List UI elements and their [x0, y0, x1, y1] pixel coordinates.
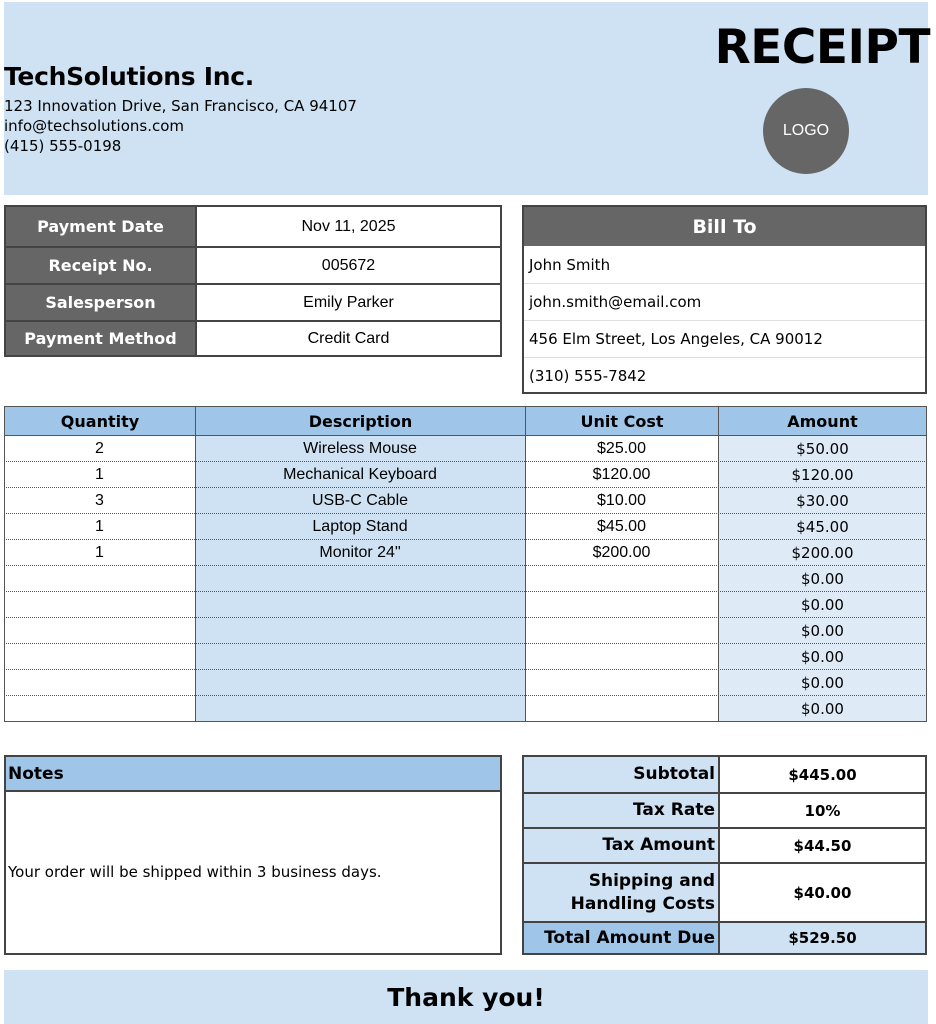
item-description[interactable]: Laptop Stand: [312, 518, 408, 535]
item-amount[interactable]: $120.00: [791, 466, 854, 484]
divider: [195, 406, 196, 721]
bill-to-phone[interactable]: (310) 555-7842: [524, 357, 925, 394]
item-quantity[interactable]: [4, 592, 195, 618]
item-unit-cost[interactable]: [525, 670, 718, 696]
company-phone: (415) 555-0198: [4, 137, 122, 155]
salesperson-label: Salesperson: [6, 285, 195, 320]
payment-method-value[interactable]: Credit Card: [195, 322, 500, 355]
info-row-payment-method: [6, 322, 500, 355]
notes-section: [4, 755, 502, 955]
bill-to-section: [522, 205, 927, 394]
item-quantity[interactable]: 1: [95, 544, 104, 561]
item-amount[interactable]: $0.00: [801, 596, 844, 614]
bill-to-address[interactable]: 456 Elm Street, Los Angeles, CA 90012: [524, 320, 925, 357]
shipping-label: [524, 864, 718, 921]
payment-method-label: Payment Method: [6, 322, 195, 355]
shipping-value[interactable]: $40.00: [718, 864, 925, 921]
divider: [718, 406, 719, 721]
item-quantity[interactable]: 1: [95, 518, 104, 535]
item-quantity[interactable]: [4, 670, 195, 696]
item-amount[interactable]: $50.00: [796, 440, 849, 458]
tax-rate-value[interactable]: 10%: [718, 794, 925, 827]
bill-to-email[interactable]: john.smith@email.com: [524, 283, 925, 320]
totals-section: [522, 755, 927, 955]
payment-date-value[interactable]: Nov 11, 2025: [195, 207, 500, 246]
info-row-payment-date: [6, 207, 500, 246]
tax-rate-label: Tax Rate: [524, 794, 718, 827]
unit-cost-header: Unit Cost: [525, 406, 719, 436]
logo: LOGO: [763, 88, 849, 174]
info-row-salesperson: [6, 285, 500, 320]
thank-you-footer: Thank you!: [4, 970, 928, 1024]
description-header: Description: [195, 406, 526, 436]
item-unit-cost[interactable]: [525, 592, 718, 618]
tax-amount-label: Tax Amount: [524, 829, 718, 862]
divider: [525, 406, 526, 721]
item-unit-cost[interactable]: $10.00: [597, 492, 646, 509]
item-description[interactable]: [195, 644, 525, 670]
item-unit-cost[interactable]: $200.00: [592, 544, 651, 561]
item-description[interactable]: [195, 670, 525, 696]
item-amount[interactable]: $0.00: [801, 674, 844, 692]
divider: [926, 406, 927, 721]
payment-info-table: [4, 205, 502, 357]
item-quantity[interactable]: 3: [95, 492, 104, 509]
item-unit-cost[interactable]: $120.00: [592, 466, 651, 483]
tax-amount-value[interactable]: $44.50: [718, 829, 925, 862]
item-description[interactable]: Wireless Mouse: [303, 440, 417, 457]
item-unit-cost[interactable]: [525, 618, 718, 644]
item-amount[interactable]: $0.00: [801, 622, 844, 640]
bill-to-name[interactable]: John Smith: [529, 255, 611, 274]
item-description[interactable]: [195, 696, 525, 722]
shipping-label-line2: Handling Costs: [570, 893, 715, 914]
shipping-label-line1: Shipping and: [588, 870, 715, 891]
item-description[interactable]: [195, 566, 525, 592]
item-amount[interactable]: $0.00: [801, 570, 844, 588]
item-quantity[interactable]: [4, 618, 195, 644]
item-quantity[interactable]: [4, 644, 195, 670]
subtotal-value[interactable]: $445.00: [718, 757, 925, 792]
item-description[interactable]: [195, 618, 525, 644]
divider: [4, 406, 5, 721]
item-amount[interactable]: $0.00: [801, 700, 844, 718]
item-amount[interactable]: $200.00: [791, 544, 854, 562]
quantity-header: Quantity: [4, 406, 196, 436]
total-due-value[interactable]: $529.50: [718, 923, 925, 953]
item-description[interactable]: [195, 592, 525, 618]
bill-to-header: Bill To: [524, 207, 925, 246]
notes-text[interactable]: Your order will be shipped within 3 business days.: [8, 863, 382, 881]
item-unit-cost[interactable]: $25.00: [597, 440, 646, 457]
total-due-label: Total Amount Due: [524, 923, 718, 953]
notes-header: Notes: [6, 757, 500, 792]
company-email: info@techsolutions.com: [4, 117, 185, 135]
amount-header: Amount: [718, 406, 927, 436]
subtotal-label: Subtotal: [524, 757, 718, 792]
receipt-no-value[interactable]: 005672: [195, 248, 500, 283]
payment-date-label: Payment Date: [6, 207, 195, 246]
company-name: TechSolutions Inc.: [4, 62, 254, 91]
item-quantity[interactable]: 2: [95, 440, 104, 457]
receipt-no-label: Receipt No.: [6, 248, 195, 283]
item-unit-cost[interactable]: [525, 566, 718, 592]
item-unit-cost[interactable]: $45.00: [597, 518, 646, 535]
item-amount[interactable]: $45.00: [796, 518, 849, 536]
salesperson-value[interactable]: Emily Parker: [195, 285, 500, 320]
item-unit-cost[interactable]: [525, 644, 718, 670]
item-quantity[interactable]: 1: [95, 466, 104, 483]
company-address: 123 Innovation Drive, San Francisco, CA 94107: [4, 97, 357, 115]
info-row-receipt-no: [6, 248, 500, 283]
item-amount[interactable]: $0.00: [801, 648, 844, 666]
item-description[interactable]: Monitor 24": [319, 544, 401, 561]
item-description[interactable]: Mechanical Keyboard: [283, 466, 437, 483]
receipt-title: RECEIPT: [714, 20, 930, 75]
item-description[interactable]: USB-C Cable: [311, 492, 409, 509]
item-unit-cost[interactable]: [525, 696, 718, 722]
item-quantity[interactable]: [4, 696, 195, 722]
item-amount[interactable]: $30.00: [796, 492, 849, 510]
item-quantity[interactable]: [4, 566, 195, 592]
